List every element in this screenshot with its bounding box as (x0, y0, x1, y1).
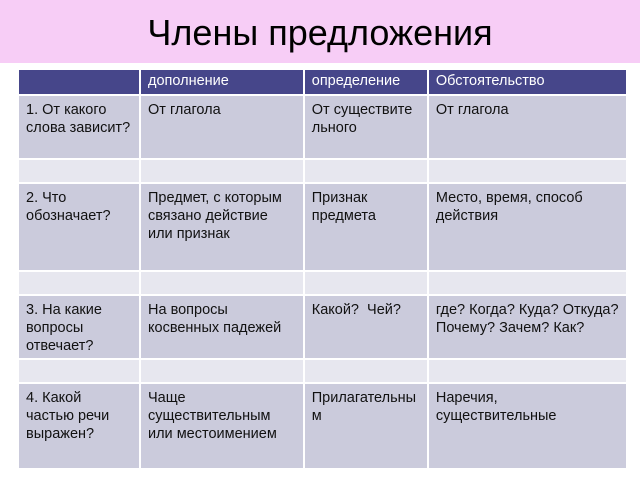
row-question-cell: 1. От какого слова зависит? (18, 95, 140, 159)
object-cell: На вопросы косвенных падежей (140, 295, 304, 359)
attribute-cell: От существительного (304, 95, 428, 159)
attribute-cell: Прилагательным (304, 383, 428, 469)
adverbial-cell: От глагола (428, 95, 627, 159)
row-question-cell: 3. На какие вопросы отвечает? (18, 295, 140, 359)
header-cell-adverbial: Обстоятельство (428, 69, 627, 95)
adverbial-cell: Место, время, способ действия (428, 183, 627, 271)
spacer-row (18, 359, 627, 383)
object-cell: Предмет, с которым связано действие или признак (140, 183, 304, 271)
title-banner (0, 0, 640, 63)
header-cell-attribute: определение (304, 69, 428, 95)
spacer-row (18, 271, 627, 295)
header-cell-empty (18, 69, 140, 95)
table-row (18, 295, 627, 359)
table-row (18, 95, 627, 159)
row-question-cell: 2. Что обозначает? (18, 183, 140, 271)
object-cell: Чаще существительным или местоимением (140, 383, 304, 469)
adverbial-cell: Наречия, существительные (428, 383, 627, 469)
table-header-row (18, 69, 627, 95)
attribute-cell: Какой? Чей? (304, 295, 428, 359)
sentence-members-table (17, 68, 628, 470)
page-title: Члены предложения (147, 12, 493, 53)
table-row (18, 183, 627, 271)
table-row (18, 383, 627, 469)
object-cell: От глагола (140, 95, 304, 159)
spacer-row (18, 159, 627, 183)
attribute-cell: Признак предмета (304, 183, 428, 271)
adverbial-cell: где? Когда? Куда? Откуда? Почему? Зачем? Как? (428, 295, 627, 359)
row-question-cell: 4. Какой частью речи выражен? (18, 383, 140, 469)
header-cell-object: дополнение (140, 69, 304, 95)
